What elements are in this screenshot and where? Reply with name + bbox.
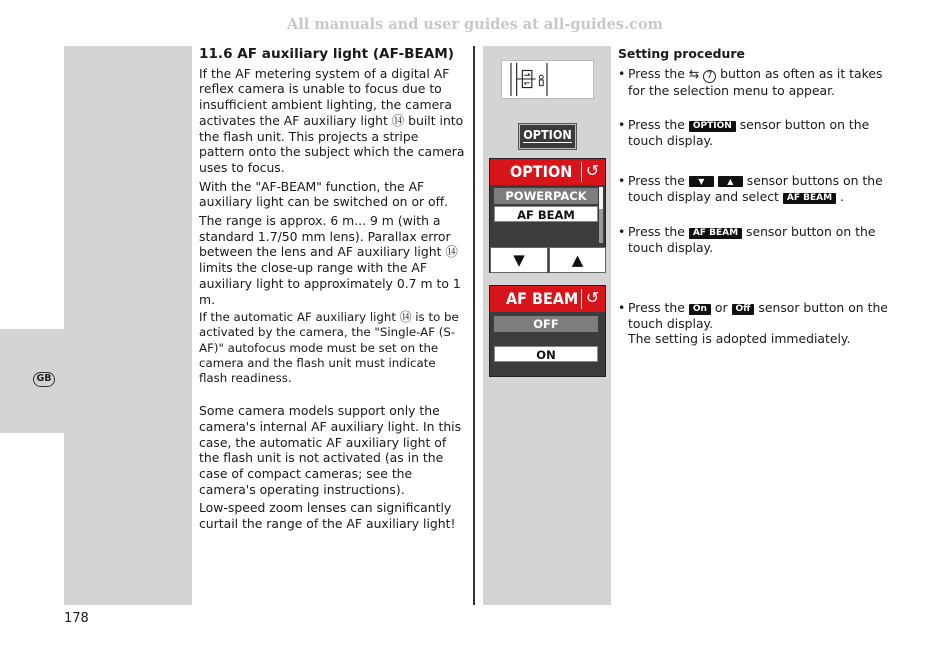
column-divider [473, 46, 475, 605]
paragraph: If the automatic AF auxiliary light ⑭ is to be activated by the camera, the "Single-AF (S-AF)" autofocus mode must be set on the camera and the flash unit must indicate flash readiness. [199, 310, 459, 386]
menu-item-off: OFF [494, 316, 598, 332]
procedure-column [618, 46, 894, 347]
option-menu-screen [489, 158, 606, 273]
option-screen-title: OPTION [490, 159, 605, 185]
procedure-heading: Setting procedure [618, 46, 745, 61]
back-arrow-icon: ↺ [581, 289, 603, 309]
page-number: 178 [64, 611, 89, 626]
option-chip: OPTION [689, 121, 736, 132]
off-chip: Off [732, 304, 755, 315]
paragraph: If the AF metering system of a digital AF reflex camera is unable to focus due to insufficient ambient lighting, the camera activates the AF auxiliary light ⑭ built into the flash unit. This projects a stripe pattern onto the subject which the camera uses to focus. [199, 65, 465, 175]
down-arrow-chip-icon: ▼ [689, 176, 714, 187]
left-margin-band [64, 46, 192, 605]
menu-item-powerpack: POWERPACK [494, 188, 598, 204]
mode-toggle-icon: ⇆ [688, 66, 700, 81]
paragraph: Low-speed zoom lenses can significantly curtail the range of the AF auxiliary light! [199, 500, 456, 532]
watermark: All manuals and user guides at all-guides.com [287, 16, 663, 33]
step-1: • Press the ⇆ 7 button as often as it takes for the selection menu to appear. [618, 66, 883, 98]
section-text [199, 46, 467, 535]
af-beam-chip: AF BEAM [689, 228, 742, 239]
step-4: • Press the AF BEAM sensor button on the touch display. [618, 224, 876, 255]
mode-switch-icon [502, 61, 593, 98]
menu-item-af-beam: AF BEAM [494, 206, 598, 222]
up-arrow-icon: ▲ [549, 247, 606, 273]
up-arrow-chip-icon: ▲ [718, 176, 743, 187]
paragraph: The range is approx. 6 m... 9 m (with a standard 1.7/50 mm lens). Parallax error between the lens and AF auxiliary light ⑭ limits the close-up range with the AF auxiliary light to approximately 0.7 m to 1 m. [199, 213, 461, 307]
back-arrow-icon: ↺ [581, 162, 603, 182]
step-3: • Press the ▼ ▲ sensor buttons on the touch display and select AF BEAM . [618, 173, 883, 204]
scrollbar [599, 187, 603, 243]
menu-item-on: ON [494, 346, 598, 362]
language-badge: GB [33, 372, 55, 387]
step-5: • Press the On or Off sensor button on the touch display. The setting is adopted immediately. [618, 300, 888, 347]
number-7-icon: 7 [703, 70, 716, 83]
on-chip: On [689, 304, 711, 315]
step-5-note: The setting is adopted immediately. [628, 331, 851, 347]
option-button-illustration: OPTION [519, 124, 576, 149]
af-beam-screen-title: AF BEAM [490, 286, 605, 312]
down-arrow-icon: ▼ [490, 247, 548, 273]
flash-panel-illustration [501, 60, 594, 99]
paragraph: With the "AF-BEAM" function, the AF auxiliary light can be switched on or off. [199, 178, 449, 210]
af-beam-screen [489, 285, 606, 377]
af-beam-chip: AF BEAM [783, 193, 836, 204]
paragraph: Some camera models support only the camera's internal AF auxiliary light. In this case, the automatic AF auxiliary light of the flash unit is not activated (as in the case of compact cameras; see the camera's operating instructions). [199, 403, 462, 497]
step-2: • Press the OPTION sensor button on the touch display. [618, 117, 870, 148]
section-title: 11.6 AF auxiliary light (AF-BEAM) [199, 46, 454, 62]
